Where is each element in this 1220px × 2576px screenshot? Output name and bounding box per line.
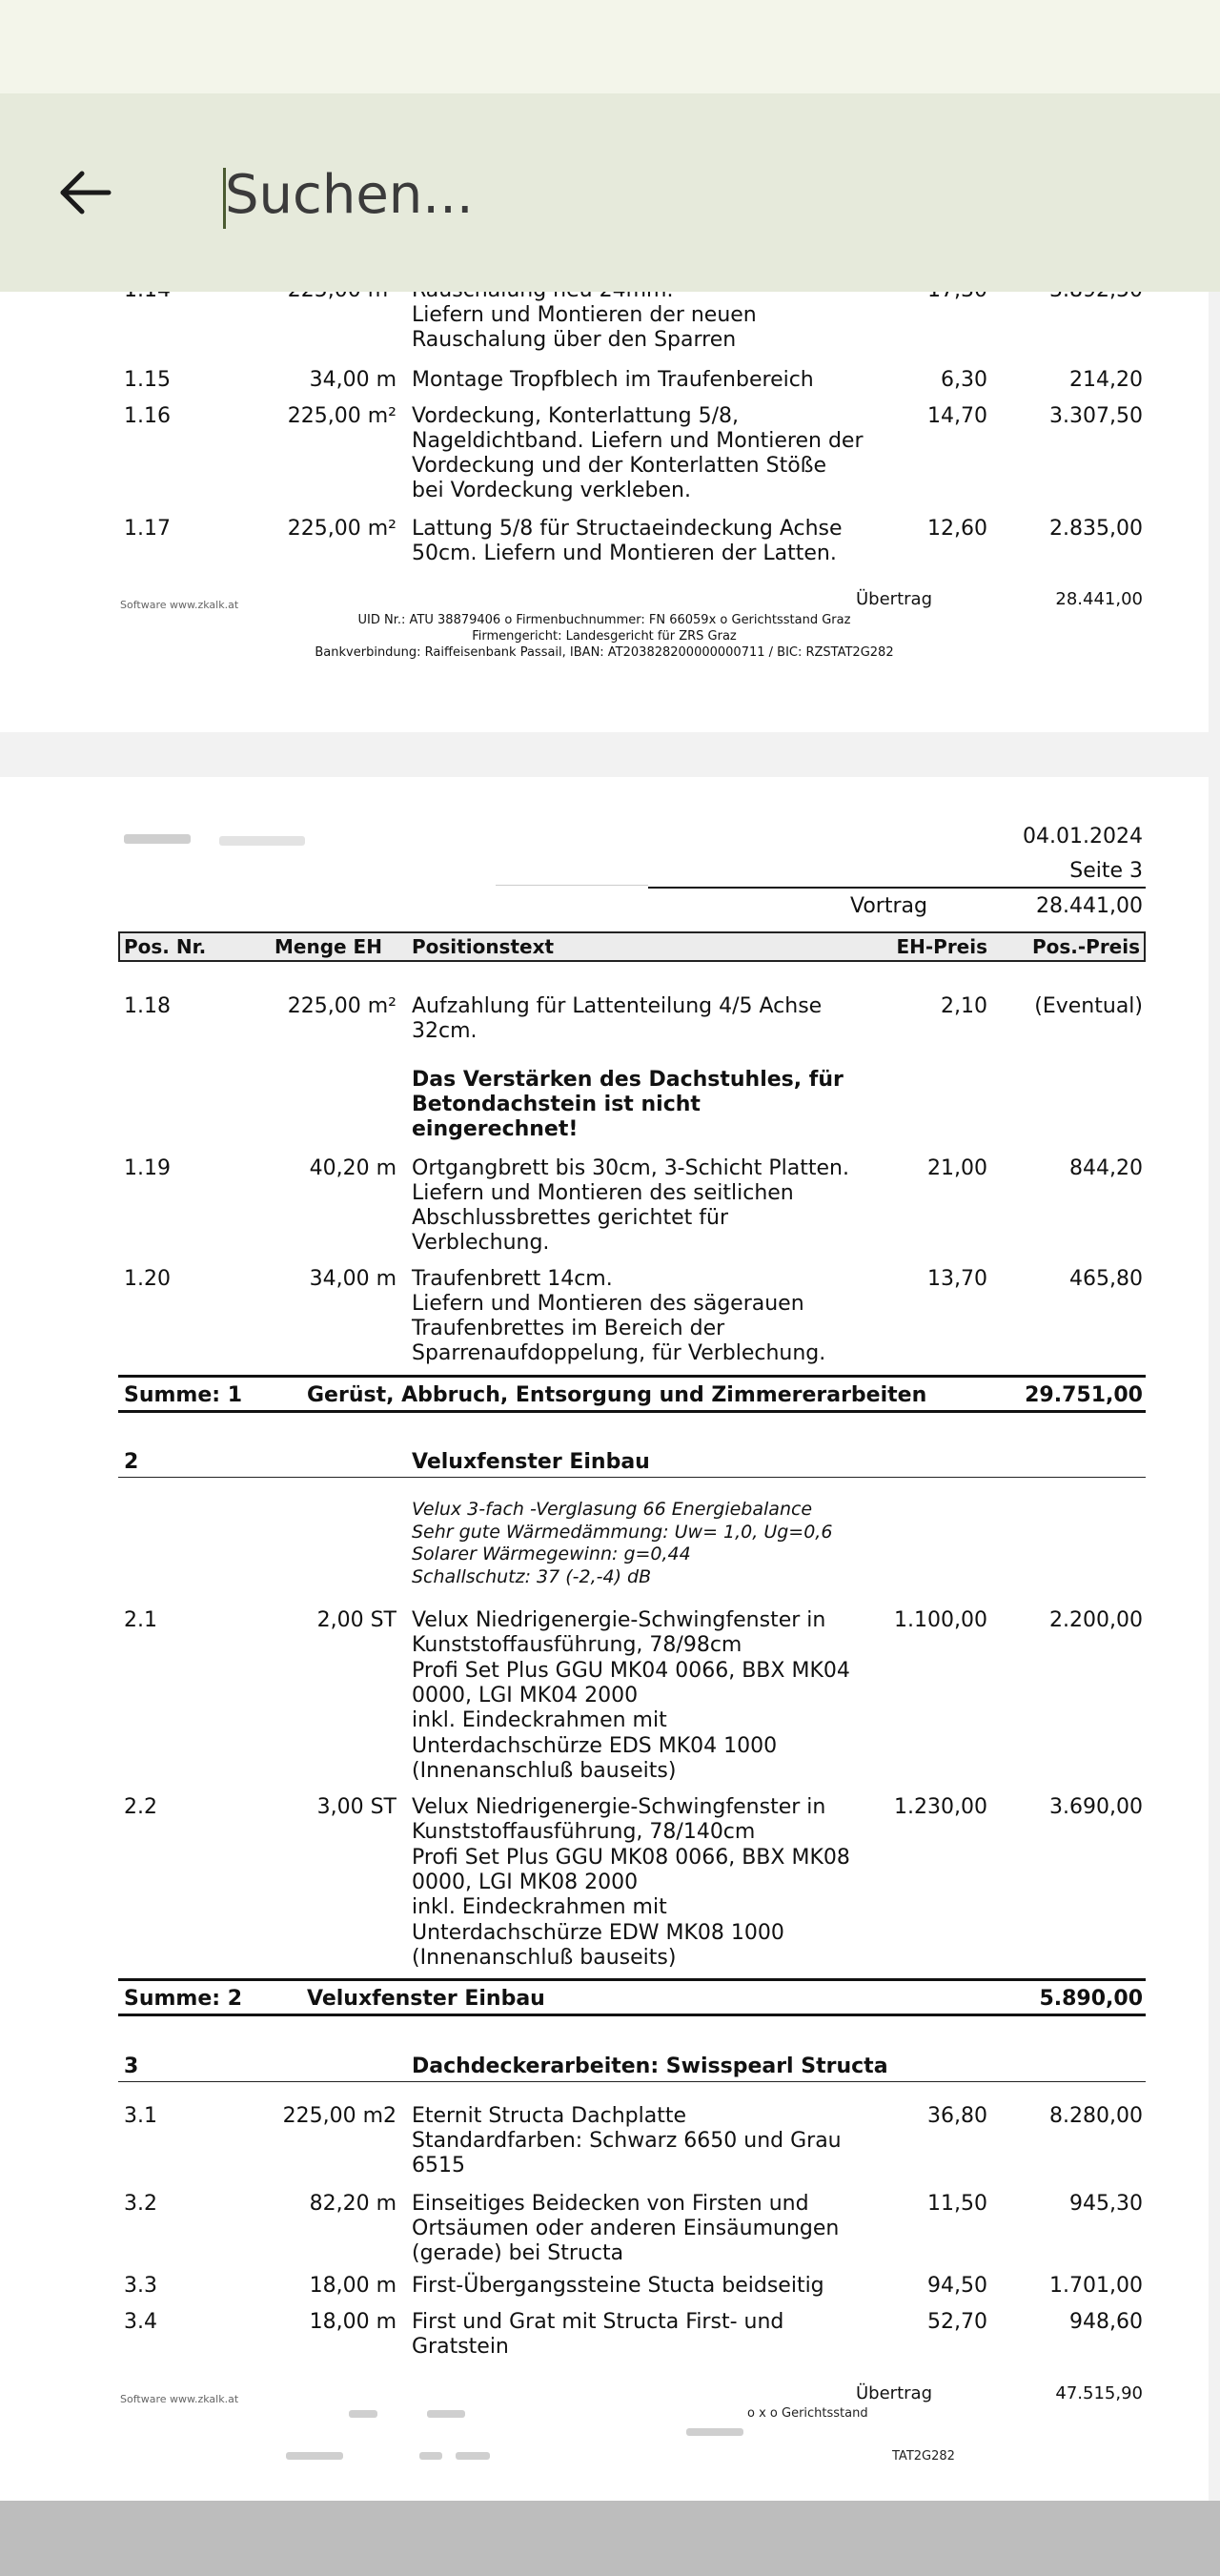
position-price: 2.835,00 [1049,517,1143,541]
position-quantity: 82,20 m [309,2192,396,2216]
rule-line [118,2081,1146,2082]
position-text-line: Unterdachschürze EDW MK08 1000 [412,1920,784,1945]
position-text-line: Kunststoffausführung, 78/140cm [412,1820,756,1845]
position-text-line: First-Übergangssteine Stucta beidseitig [412,2274,824,2298]
position-quantity: 18,00 m [309,2274,396,2298]
position-number: 1.15 [124,368,171,392]
note-bold-line: Das Verstärken des Dachstuhles, für [412,1068,844,1092]
footer-blurred [427,2410,465,2418]
position-price: 465,80 [1069,1267,1143,1291]
position-text-line: Vordeckung und der Konterlatten Stöße [412,454,827,478]
section-number: 2 [124,1450,139,1474]
rule-line [118,1375,1146,1378]
position-text-line: Nageldichtband. Liefern und Montieren der [412,429,864,453]
position-text-line: Eternit Structa Dachplatte [412,2104,686,2128]
section-title: Dachdeckerarbeiten: Swisspearl Structa [412,2055,888,2078]
position-quantity: 40,20 m [309,1156,396,1180]
table-header [118,931,1146,962]
position-text-line: Profi Set Plus GGU MK04 0066, BBX MK04 [412,1658,850,1683]
rule-line [118,1477,1146,1478]
position-quantity: 3,00 ST [316,1795,396,1819]
position-quantity: 18,00 m [309,2310,396,2334]
velux-spec-line: Schallschutz: 37 (-2,-4) dB [412,1565,652,1587]
position-quantity: 34,00 m [309,1267,396,1291]
position-text-line: Kunststoffausführung, 78/98cm [412,1633,742,1658]
unit-price: 12,60 [927,517,987,541]
sum-value: 5.890,00 [1039,1987,1143,2011]
rule-line [118,1410,1146,1413]
position-price: 1.701,00 [1049,2274,1143,2298]
footer-fragment: TAT2G282 [892,2449,955,2464]
position-price: 214,20 [1069,368,1143,392]
unit-price: 21,00 [927,1156,987,1180]
position-number: 3.4 [124,2310,157,2334]
position-price: 844,20 [1069,1156,1143,1180]
status-bar-area [0,0,1220,93]
header-ep: EH-Preis [896,935,987,958]
position-text-line: Liefern und Montieren des sägerauen [412,1292,804,1316]
position-number: 1.17 [124,517,171,541]
footer-blurred [686,2428,743,2436]
sum-label: Summe: 2 [124,1987,243,2011]
search-input[interactable] [225,160,1083,229]
section-title: Veluxfenster Einbau [412,1450,650,1474]
position-text-line: Abschlussbrettes gerichtet für [412,1206,729,1230]
position-text-line: Liefern und Montieren der neuen [412,303,757,327]
page-number: Seite 3 [1069,859,1143,883]
sum-label: Summe: 1 [124,1383,243,1407]
vortrag-label: Vortrag [850,894,927,918]
position-text-line: Profi Set Plus GGU MK08 0066, BBX MK08 [412,1845,850,1870]
footer-blurred [349,2410,377,2418]
velux-spec-line: Solarer Wärmegewinn: g=0,44 [412,1544,691,1564]
uebertrag-value: 47.515,90 [1055,2383,1143,2403]
position-text-line: Lattung 5/8 für Structaeindeckung Achse [412,517,843,541]
footer-line: Bankverbindung: Raiffeisenbank Passail, IBAN: AT203828200000000711 / BIC: RZSTAT2G282 [315,645,894,660]
unit-price: 1.230,00 [894,1795,987,1819]
sum-title: Gerüst, Abbruch, Entsorgung und Zimmererarbeiten [307,1383,927,1407]
position-text-line: 6515 [412,2154,465,2177]
position-number: 3.1 [124,2104,157,2128]
position-number: 3.3 [124,2274,157,2298]
position-text-line: 0000, LGI MK04 2000 [412,1683,639,1707]
back-arrow-icon[interactable] [57,164,114,221]
unit-price: 11,50 [927,2192,987,2216]
vortrag-value: 28.441,00 [1036,894,1143,918]
rule-line [118,2014,1146,2016]
position-text-line: Gratstein [412,2335,509,2359]
velux-spec-line: Velux 3-fach -Verglasung 66 Energiebalance [412,1499,813,1520]
footer-blurred [456,2452,490,2460]
document-page-2 [0,292,1209,732]
position-price: 3.690,00 [1049,1795,1143,1819]
position-text-line: Velux Niedrigenergie-Schwingfenster in [412,1608,826,1632]
uebertrag-label: Übertrag [856,589,932,609]
letterhead-blurred [219,836,305,846]
position-quantity: 225,00 m² [287,994,396,1018]
position-text-line: Liefern und Montieren des seitlichen [412,1181,794,1205]
position-price: 945,30 [1069,2192,1143,2216]
position-text-line: (Innenanschluß bauseits) [412,1945,677,1970]
section-number: 3 [124,2055,139,2078]
position-text-line: First und Grat mit Structa First- und [412,2310,784,2334]
position-text-line: Traufenbrett 14cm. [412,1267,613,1291]
position-text-line: Verblechung. [412,1231,550,1255]
position-price: 2.200,00 [1049,1608,1143,1632]
position-quantity: 34,00 m [309,368,396,392]
sum-value: 29.751,00 [1025,1383,1143,1407]
uebertrag-value: 28.441,00 [1055,589,1143,609]
search-bar [0,93,1220,292]
position-text-line: (Innenanschluß bauseits) [412,1758,677,1783]
position-text-line: Sparrenaufdoppelung, für Verblechung. [412,1341,826,1365]
unit-price: 2,10 [941,994,987,1018]
position-text-line: Standardfarben: Schwarz 6650 und Grau [412,2129,842,2153]
unit-price: 6,30 [941,368,987,392]
sum-title: Veluxfenster Einbau [307,1987,545,2011]
unit-price: 14,70 [927,404,987,428]
document-date: 04.01.2024 [1023,825,1143,848]
footer-line: UID Nr.: ATU 38879406 o Firmenbuchnummer: FN 66059x o Gerichtsstand Graz [357,613,851,627]
position-text-line: Ortgangbrett bis 30cm, 3-Schicht Platten. [412,1156,849,1180]
position-price: (Eventual) [1034,994,1143,1018]
header-text: Positionstext [412,935,555,958]
position-quantity: 2,00 ST [316,1608,396,1632]
header-gp: Pos.-Preis [1031,935,1140,958]
unit-price: 94,50 [927,2274,987,2298]
position-text-line: Montage Tropfblech im Traufenbereich [412,368,814,392]
position-text-line: inkl. Eindeckrahmen mit [412,1708,667,1733]
footer-line: Firmengericht: Landesgericht für ZRS Graz [472,629,737,644]
position-price: 3.307,50 [1049,404,1143,428]
position-text-line: Rauschalung über den Sparren [412,328,737,352]
velux-spec-line: Sehr gute Wärmedämmung: Uw= 1,0, Ug=0,6 [412,1521,833,1543]
letterhead-blurred [124,834,191,844]
header-pos: Pos. Nr. [124,935,207,958]
position-number: 1.16 [124,404,171,428]
position-text-line: Velux Niedrigenergie-Schwingfenster in [412,1795,826,1819]
document-page-3 [0,777,1209,2501]
position-text-line: Unterdachschürze EDS MK04 1000 [412,1733,778,1758]
position-price: 948,60 [1069,2310,1143,2334]
navigation-bar [0,2501,1220,2576]
position-text-line: Vordeckung, Konterlattung 5/8, [412,404,739,428]
header-qty: Menge EH [274,935,382,958]
software-credit: Software www.zkalk.at [120,2393,239,2405]
unit-price: 52,70 [927,2310,987,2334]
note-bold-line: Betondachstein ist nicht [412,1093,701,1116]
position-number: 1.20 [124,1267,171,1291]
position-quantity: 225,00 m² [287,404,396,428]
position-number: 3.2 [124,2192,157,2216]
position-text-line: inkl. Eindeckrahmen mit [412,1895,667,1920]
footer-blurred [286,2452,343,2460]
position-text-line: 0000, LGI MK08 2000 [412,1870,639,1894]
position-text-line: Einseitiges Beidecken von Firsten und [412,2192,809,2216]
position-quantity: 225,00 m2 [282,2104,396,2128]
position-text-line: Traufenbrettes im Bereich der [412,1317,725,1340]
software-credit: Software www.zkalk.at [120,599,239,611]
position-quantity: 225,00 m² [287,517,396,541]
position-price: 8.280,00 [1049,2104,1143,2128]
position-text-line: Ortsäumen oder anderen Einsäumungen [412,2217,840,2240]
position-number: 2.1 [124,1608,157,1632]
uebertrag-label: Übertrag [856,2383,932,2403]
position-text-line: 50cm. Liefern und Montieren der Latten. [412,542,837,565]
footer-fragment: o x o Gerichtsstand [747,2406,868,2421]
position-text-line: (gerade) bei Structa [412,2241,624,2265]
position-number: 2.2 [124,1795,157,1819]
position-text-line: 32cm. [412,1019,478,1043]
position-text-line: Aufzahlung für Lattenteilung 4/5 Achse [412,994,823,1018]
note-bold-line: eingerechnet! [412,1117,579,1141]
position-number: 1.18 [124,994,171,1018]
rule-line [118,1978,1146,1981]
footer-blurred [419,2452,442,2460]
position-text-line: bei Vordeckung verkleben. [412,479,691,502]
unit-price: 36,80 [927,2104,987,2128]
unit-price: 1.100,00 [894,1608,987,1632]
unit-price: 13,70 [927,1267,987,1291]
position-number: 1.19 [124,1156,171,1180]
